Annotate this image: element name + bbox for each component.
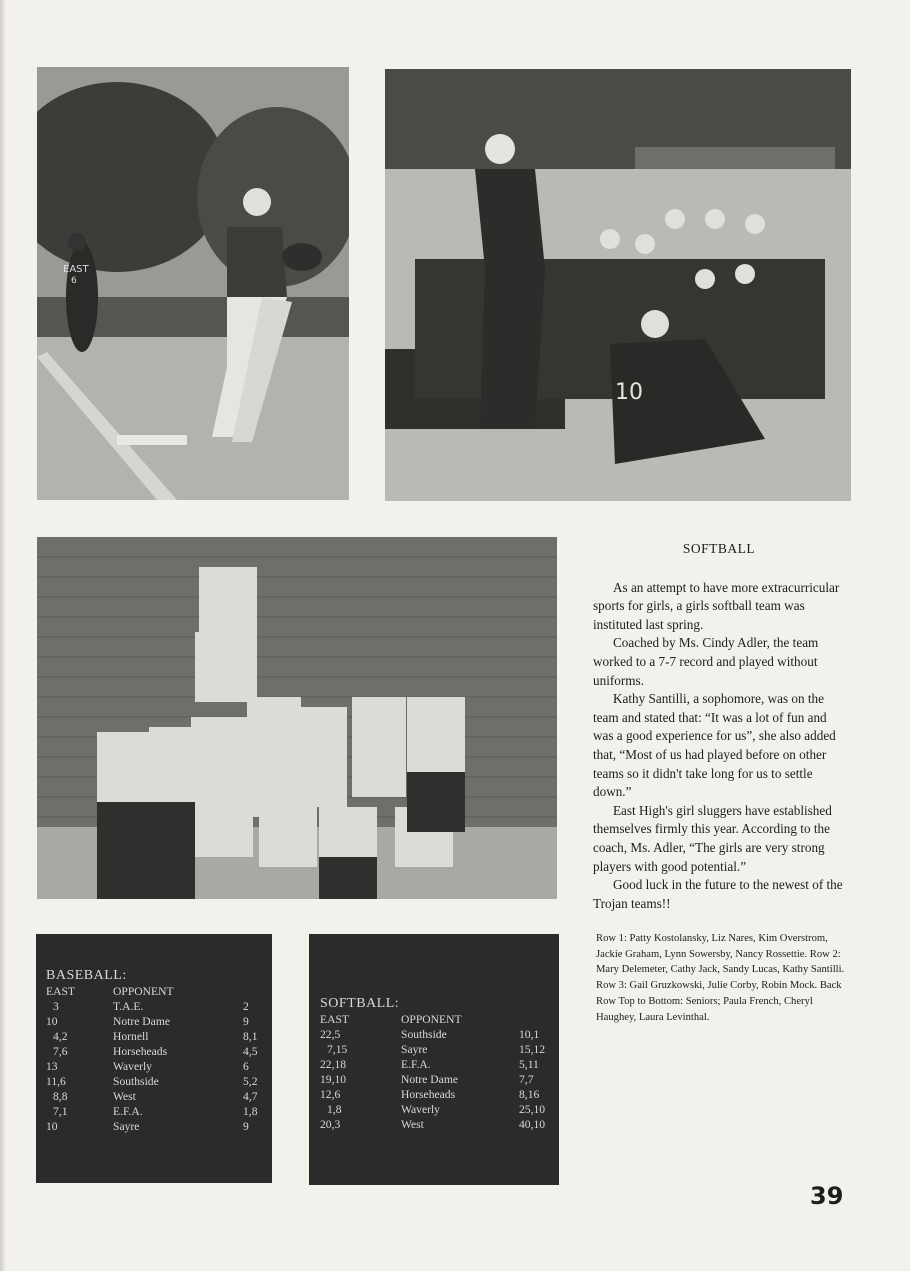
score-header [243, 984, 264, 999]
opponent-name: Hornell [113, 1030, 149, 1043]
opponent-score: 9 [243, 1120, 249, 1133]
page-spine [0, 0, 6, 1271]
east-score: 10 [46, 1015, 58, 1028]
opponent-score: 4,5 [243, 1045, 258, 1058]
table-row [46, 1119, 264, 1134]
opponent-score: 8,1 [243, 1030, 258, 1043]
bench-player-number-text: 10 [615, 380, 643, 405]
opponent-name: T.A.E. [113, 1000, 144, 1013]
opponent-score: 5,11 [519, 1058, 539, 1071]
opponent-name: Waverly [401, 1103, 440, 1116]
opponent-name: E.F.A. [401, 1058, 431, 1071]
opponent-score: 6 [243, 1060, 249, 1073]
runner-jersey-text: EAST [63, 264, 89, 275]
east-score: 13 [46, 1060, 58, 1073]
article-paragraph: Coached by Ms. Cindy Adler, the team worked to a 7-7 record and played without uniforms. [593, 635, 819, 688]
table-row [46, 1089, 264, 1104]
table-row [320, 1072, 552, 1087]
table-row [320, 1087, 552, 1102]
opponent-score: 5,2 [243, 1075, 258, 1088]
baseball-action-photo [37, 67, 349, 500]
opponent-score: 15,12 [519, 1043, 546, 1056]
opponent-name: Horseheads [113, 1045, 168, 1058]
east-score: 1,8 [327, 1103, 342, 1116]
east-header: EAST [46, 985, 75, 998]
opponent-name: Sayre [401, 1043, 428, 1056]
score-header [519, 1012, 552, 1027]
table-row [46, 1059, 264, 1074]
table-row [46, 1014, 264, 1029]
east-score: 8,8 [53, 1090, 68, 1103]
article-paragraph: As an attempt to have more extracurricular sports for girls, a girls softball team was instituted last spring. [593, 579, 840, 632]
softball-scoreboard [309, 934, 559, 1185]
east-header: EAST [320, 1013, 349, 1026]
table-row [46, 1029, 264, 1044]
opponent-name: Southside [113, 1075, 159, 1088]
opponent-score: 4,7 [243, 1090, 258, 1103]
baseball-scoreboard [36, 934, 272, 1183]
table-header-row [320, 1012, 552, 1027]
opponent-score: 7,7 [519, 1073, 534, 1086]
east-score: 20,3 [320, 1118, 341, 1131]
opponent-score: 25,10 [519, 1103, 546, 1116]
runner-number-text: 6 [71, 276, 77, 286]
opponent-name: Notre Dame [113, 1015, 170, 1028]
table-row [320, 1057, 552, 1072]
east-score: 22,5 [320, 1028, 341, 1041]
table-row [46, 999, 264, 1014]
article-paragraph: Kathy Santilli, a sophomore, was on the team and stated that: “It was a lot of fun and was a good experience for us”, she also added that, “Most of us had played before on other teams so it didn't take long for us to settle down.” [593, 691, 836, 800]
east-score: 11,6 [46, 1075, 66, 1088]
east-score: 10 [46, 1120, 58, 1133]
page-number: 39 [810, 1182, 844, 1210]
table-row [46, 1044, 264, 1059]
opponent-score: 2 [243, 1000, 249, 1013]
opponent-score: 40,10 [519, 1118, 546, 1131]
softball-score-table [320, 1012, 552, 1132]
table-header-row [46, 984, 264, 999]
opponent-score: 1,8 [243, 1105, 258, 1118]
article-paragraph: East High's girl sluggers have established themselves firmly this year. According to the coach, Ms. Adler, “The girls are very strong players with good potential.” [593, 802, 832, 874]
east-score: 4,2 [53, 1030, 68, 1043]
baseball-score-table [46, 984, 264, 1134]
softball-article [593, 540, 845, 913]
opponent-name: Waverly [113, 1060, 152, 1073]
opponent-score: 9 [243, 1015, 249, 1028]
table-row [320, 1102, 552, 1117]
opponent-name: West [401, 1118, 424, 1131]
table-row [320, 1027, 552, 1042]
table-row [320, 1117, 552, 1132]
team-photo-caption: Row 1: Patty Kostolansky, Liz Nares, Kim Overstrom, Jackie Graham, Lynn Sowersby, Nancy Rossettie. Row 2: Mary Delemeter, Cathy Jack, Sandy Lucas, Kathy Santilli. Row 3: Gail Gruzkowski, Julie Corby, Robin Mock. Back Row Top to Bottom: Seniors; Paula French, Cheryl Haughey, Laura Levinthal. [596, 933, 845, 1023]
east-score: 19,10 [320, 1073, 347, 1086]
opponent-name: E.F.A. [113, 1105, 143, 1118]
table-row [320, 1042, 552, 1057]
opponent-name: West [113, 1090, 136, 1103]
opponent-header: OPPONENT [113, 985, 174, 998]
east-score: 22,18 [320, 1058, 347, 1071]
table-row [46, 1104, 264, 1119]
article-title: SOFTBALL [682, 541, 756, 556]
east-score: 3 [53, 1000, 59, 1013]
opponent-score: 8,16 [519, 1088, 540, 1101]
opponent-name: Sayre [113, 1120, 140, 1133]
opponent-name: Southside [401, 1028, 447, 1041]
opponent-name: Horseheads [401, 1088, 456, 1101]
table-row [46, 1074, 264, 1089]
opponent-score: 10,1 [519, 1028, 540, 1041]
article-paragraph: Good luck in the future to the newest of the Trojan teams!! [593, 877, 843, 911]
east-score: 7,15 [327, 1043, 348, 1056]
east-score: 12,6 [320, 1088, 341, 1101]
baseball-title: BASEBALL: [46, 968, 127, 983]
opponent-header: OPPONENT [401, 1013, 462, 1026]
softball-team-photo [37, 537, 557, 899]
east-score: 7,1 [53, 1105, 68, 1118]
softball-title: SOFTBALL: [320, 996, 400, 1011]
baseball-bench-photo [385, 69, 851, 501]
east-score: 7,6 [53, 1045, 68, 1058]
opponent-name: Notre Dame [401, 1073, 458, 1086]
